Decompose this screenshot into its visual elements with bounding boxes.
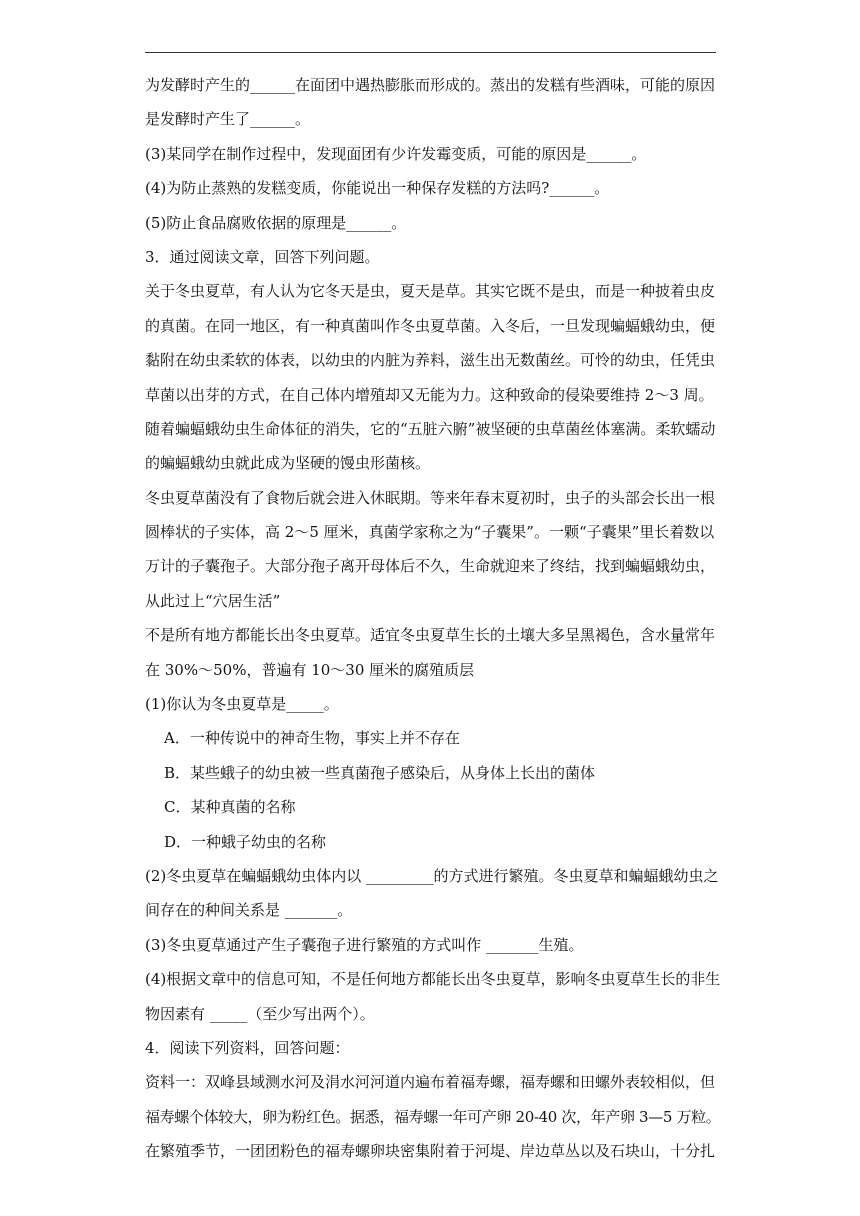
- option-b: B．某些蛾子的幼虫被一些真菌孢子感染后，从身体上长出的菌体: [164, 763, 596, 782]
- question-line: (1)你认为冬虫夏草是_____。: [145, 695, 339, 714]
- section-heading: 3．通过阅读文章，回答下列问题。: [145, 247, 380, 266]
- text-line: 在繁殖季节，一团团粉色的福寿螺卵块密集附着于河堤、岸边草丛以及石块山，十分扎: [145, 1142, 716, 1161]
- header-rule: [145, 52, 716, 53]
- text-line: 的真菌。在同一地区，有一种真菌叫作冬虫夏草菌。入冬后，一旦发现蝙蝠蛾幼虫，便: [145, 316, 716, 335]
- text-line: 的蝙蝠蛾幼虫就此成为坚硬的馒虫形菌核。: [145, 454, 431, 473]
- question-line: (4)根据文章中的信息可知，不是任何地方都能长出冬虫夏草，影响冬虫夏草生长的非生: [145, 970, 721, 989]
- text-line: 关于冬虫夏草，有人认为它冬天是虫，夏天是草。其实它既不是虫，而是一种披着虫皮: [145, 282, 716, 301]
- text-line: 物因素有 _____（至少写出两个）。: [145, 1004, 375, 1023]
- text-line: 间存在的种间关系是 _______。: [145, 901, 353, 920]
- text-line: 圆棒状的子实体，高 2～5 厘米，真菌学家称之为“子囊果”。一颗“子囊果”里长着数以: [145, 523, 715, 542]
- section-heading: 4．阅读下列资料，回答问题：: [145, 1038, 350, 1057]
- text-line: 是发酵时产生了______。: [145, 110, 311, 129]
- text-line: 冬虫夏草菌没有了食物后就会进入休眠期。等来年春末夏初时，虫子的头部会长出一根: [145, 488, 716, 507]
- document-body: [145, 68, 720, 1169]
- text-line: 万计的子囊孢子。大部分孢子离开母体后不久，生命就迎来了终结，找到蝙蝠蛾幼虫，: [145, 557, 716, 576]
- text-line: 随着蝙蝠蛾幼虫生命体征的消失，它的“五脏六腑”被坚硬的虫草菌丝体塞满。柔软蠕动: [145, 419, 716, 438]
- text-line: 资料一：双峰县域测水河及涓水河河道内遍布着福寿螺，福寿螺和田螺外表较相似，但: [145, 1073, 716, 1092]
- question-line: (2)冬虫夏草在蝙蝠蛾幼虫体内以 _________的方式进行繁殖。冬虫夏草和蝙蝠蛾幼虫之: [145, 866, 719, 885]
- text-line: 黏附在幼虫柔软的体表，以幼虫的内脏为养料，滋生出无数菌丝。可怜的幼虫，任凭虫: [145, 351, 716, 370]
- text-line: 为发酵时产生的______在面团中遇热膨胀而形成的。蒸出的发糕有些酒味，可能的原因: [145, 76, 716, 94]
- option-c: C．某种真菌的名称: [164, 798, 296, 817]
- text-line: 从此过上“穴居生活”: [145, 591, 281, 610]
- question-line: (5)防止食品腐败依据的原理是______。: [145, 213, 407, 232]
- text-line: 不是所有地方都能长出冬虫夏草。适宜冬虫夏草生长的土壤大多呈黑褐色，含水量常年: [145, 626, 716, 645]
- option-a: A．一种传说中的神奇生物，事实上并不存在: [164, 729, 460, 748]
- question-line: (4)为防止蒸熟的发糕变质，你能说出一种保存发糕的方法吗?______。: [145, 179, 610, 198]
- question-line: (3)某同学在制作过程中，发现面团有少许发霉变质，可能的原因是______。: [145, 144, 647, 163]
- question-line: (3)冬虫夏草通过产生子囊孢子进行繁殖的方式叫作 _______生殖。: [145, 935, 584, 954]
- text-line: 在 30%～50%，普遍有 10～30 厘米的腐殖质层: [145, 660, 475, 679]
- option-d: D．一种蛾子幼虫的名称: [164, 832, 327, 851]
- text-line: 福寿螺个体较大，卵为粉红色。据悉，福寿螺一年可产卵 20-40 次，年产卵 3—5 万粒。: [145, 1107, 721, 1126]
- text-line: 草菌以出芽的方式，在自己体内增殖却又无能为力。这种致命的侵染要维持 2～3 周。: [145, 385, 714, 404]
